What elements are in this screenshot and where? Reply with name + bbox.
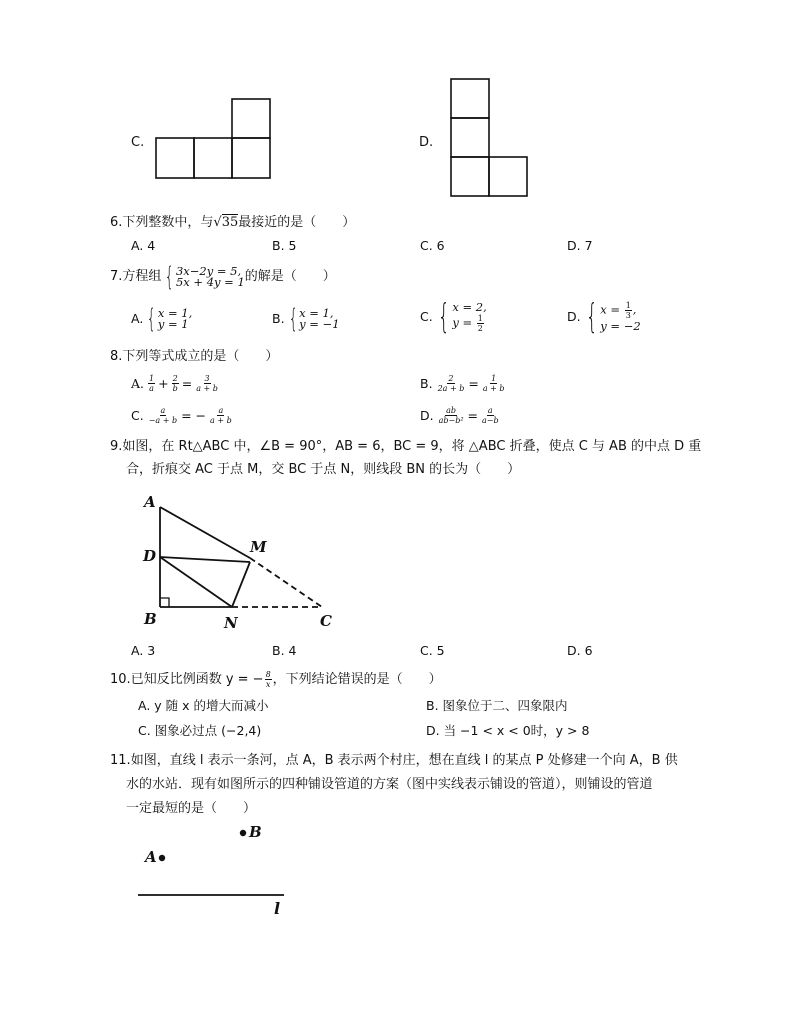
frac-denominator: x <box>265 680 271 689</box>
q7-text-before: 方程组 <box>122 269 162 284</box>
q7-system-line: 3x−2y = 5, <box>175 264 242 278</box>
left-brace: { <box>147 304 157 334</box>
option-label: B. <box>420 375 433 391</box>
q9-option-a: A. 3 <box>131 643 156 658</box>
q7-text-after: 的解是（ ） <box>244 269 336 284</box>
point-label-a: A <box>144 493 156 511</box>
sqrt-sign: √ <box>213 215 222 230</box>
q8-number: 8. <box>110 349 123 364</box>
frac-denominator: b <box>172 384 178 393</box>
frac-denominator: a + b <box>210 416 232 425</box>
point-label-b: B <box>144 610 157 628</box>
option-line: x = 1, <box>157 306 193 320</box>
village-b-dot <box>240 830 246 836</box>
q10-option-c: C. 图象必过点 (−2,4) <box>138 723 262 738</box>
q8-text: 下列等式成立的是（ ） <box>122 349 279 364</box>
left-brace: { <box>165 262 175 292</box>
operator: = − <box>181 407 207 423</box>
option-line: y = 1 <box>157 317 189 331</box>
frac-denominator: ab−b² <box>438 416 464 425</box>
operator: = <box>468 375 479 391</box>
village-a-dot <box>159 855 165 861</box>
q6-option-d: D. 7 <box>567 238 593 253</box>
q9-number: 9. <box>110 439 123 454</box>
frac-numerator: a <box>160 406 166 415</box>
left-brace: { <box>437 297 450 337</box>
q10-text-after: ，下列结论错误的是（ ） <box>272 671 442 687</box>
frac-denominator: a <box>149 384 154 393</box>
frac-numerator: a <box>487 406 493 415</box>
option-label: C. <box>131 407 144 423</box>
frac-denominator: 2 <box>477 324 483 333</box>
frac-denominator: a + b <box>196 384 218 393</box>
point-label-b: B <box>249 823 262 841</box>
q10-text-before: 已知反比例函数 y = − <box>130 671 264 687</box>
frac-numerator: 1 <box>477 314 483 323</box>
q9-stem-line2: 合，折痕交 AC 于点 M，交 BC 于点 N，则线段 BN 的长为（ ） <box>126 462 521 477</box>
option-label: A. <box>131 311 144 326</box>
q9-option-d: D. 6 <box>567 643 593 658</box>
q10-number: 10. <box>110 671 131 687</box>
frac-numerator: 2 <box>448 374 454 383</box>
q6-text-after: 最接近的是（ ） <box>238 215 356 230</box>
frac-denominator: 3 <box>625 311 631 320</box>
left-brace: { <box>288 304 298 334</box>
q7-number: 7. <box>110 269 123 284</box>
frac-denominator: a + b <box>482 384 505 393</box>
point-label-n: N <box>224 614 238 632</box>
q5-option-d-label: D. <box>419 135 434 150</box>
point-label-a: A <box>145 848 157 866</box>
q9-text: 如图，在 Rt△ABC 中，∠B = 90°，AB = 6，BC = 9，将 △ABC 折叠，使点 C 与 AB 的中点 D 重 <box>122 439 702 454</box>
option-line: y = −2 <box>600 319 641 333</box>
option-line-suffix: , <box>632 302 637 317</box>
frac-denominator: 2a + b <box>437 384 465 393</box>
point-label-c: C <box>320 612 332 630</box>
point-label-d: D <box>143 547 157 565</box>
frac-numerator: a <box>218 406 224 415</box>
q6-option-b: B. 5 <box>272 238 297 253</box>
q11-text: 如图，直线 l 表示一条河，点 A，B 表示两个村庄，想在直线 l 的某点 P 处修建一个向 A，B 供 <box>130 753 678 768</box>
frac-denominator: −a + b <box>148 416 178 425</box>
q6-radicand: 35 <box>221 215 239 230</box>
frac-numerator: 8 <box>265 670 271 679</box>
q9-option-b: B. 4 <box>272 643 297 658</box>
option-label: A. <box>131 375 145 391</box>
frac-denominator: a−b <box>482 416 499 425</box>
line-label-l: l <box>274 899 281 918</box>
q11-stem-line3: 一定最短的是（ ） <box>126 801 257 816</box>
option-line-prefix: x = <box>600 302 621 317</box>
option-line-prefix: y = <box>452 315 473 330</box>
frac-numerator: 1 <box>625 301 631 310</box>
q7-system-line: 5x + 4y = 1 <box>175 275 245 289</box>
frac-numerator: 1 <box>149 374 155 383</box>
operator: = <box>181 375 193 391</box>
q6-option-c: C. 6 <box>420 238 445 253</box>
q10-option-d: D. 当 −1 < x < 0时，y > 8 <box>426 723 590 738</box>
left-brace: { <box>585 297 598 337</box>
operator: + <box>158 375 169 391</box>
q10-option-b: B. 图象位于二、四象限内 <box>426 698 568 713</box>
q11-stem-line2: 水的水站．现有如图所示的四种铺设管道的方案（图中实线表示铺设的管道），则铺设的管道 <box>126 777 653 792</box>
option-label: B. <box>272 311 285 326</box>
q6-number: 6. <box>110 215 123 230</box>
option-label: C. <box>420 309 433 324</box>
option-label: D. <box>420 407 434 423</box>
option-line: y = −1 <box>299 317 340 331</box>
option-label: D. <box>567 309 581 324</box>
point-label-m: M <box>250 538 267 556</box>
frac-numerator: 3 <box>204 374 210 383</box>
q11-number: 11. <box>110 753 131 768</box>
q9-option-c: C. 5 <box>420 643 445 658</box>
option-line: x = 1, <box>299 306 334 320</box>
q6-text-before: 下列整数中，与 <box>122 215 214 230</box>
option-line: x = 2, <box>452 300 487 314</box>
frac-numerator: 2 <box>172 374 178 383</box>
frac-numerator: ab <box>446 406 457 415</box>
q6-option-a: A. 4 <box>131 238 156 253</box>
operator: = <box>467 407 479 423</box>
frac-numerator: 1 <box>491 374 497 383</box>
q5-option-c-label: C. <box>131 135 145 150</box>
q10-option-a: A. y 随 x 的增大而减小 <box>138 698 269 713</box>
